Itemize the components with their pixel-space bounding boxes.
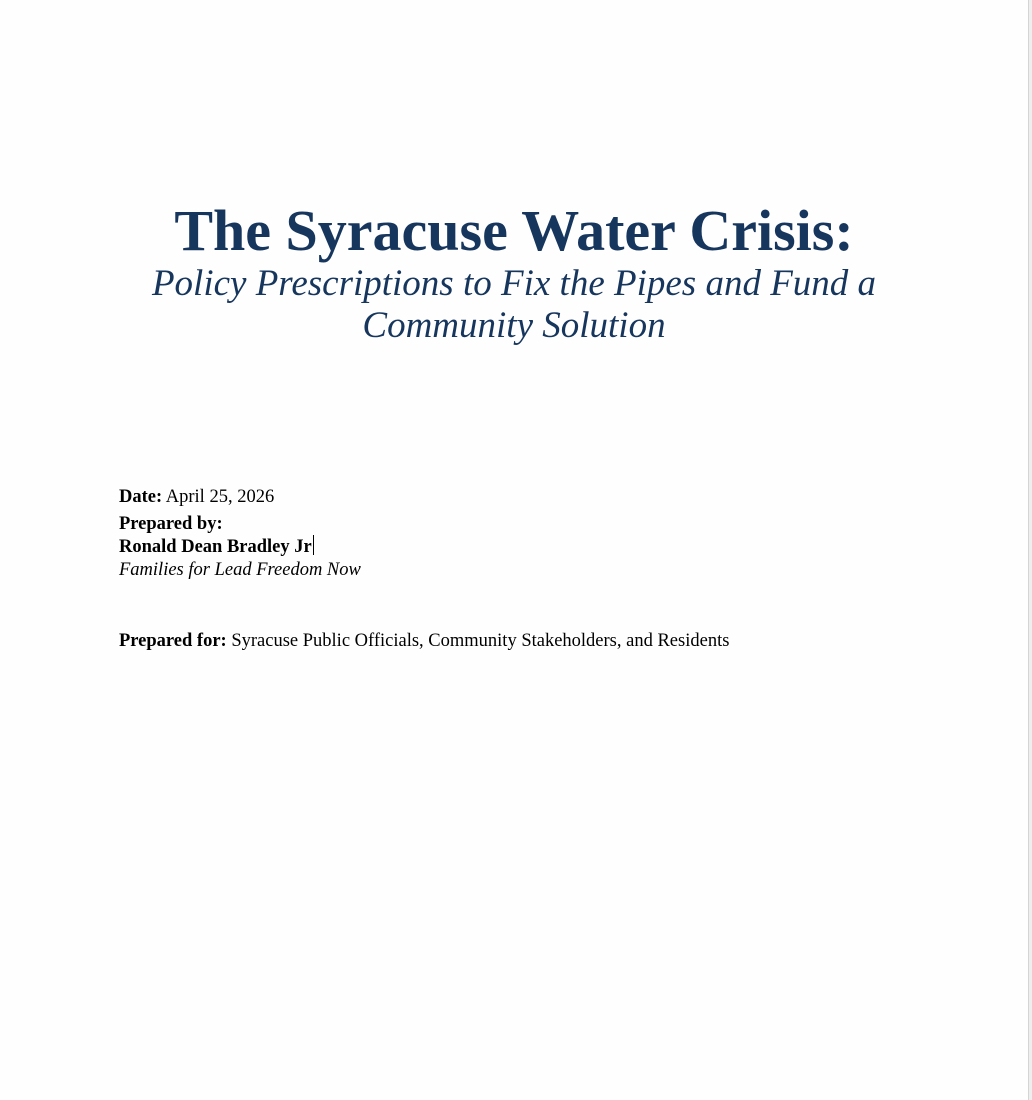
document-title: The Syracuse Water Crisis: (174, 198, 854, 263)
prepared-for-line (119, 629, 729, 653)
author-name: Ronald Dean Bradley Jr (119, 537, 312, 557)
document-subtitle: Policy Prescriptions to Fix the Pipes and Fund a Community Solution (151, 263, 877, 346)
author-line (119, 535, 314, 559)
date-line (119, 485, 274, 509)
organization-name: Families for Lead Freedom Now (119, 560, 361, 580)
prepared-by-label: Prepared by: (119, 514, 223, 534)
date-value: April 25, 2026 (165, 487, 275, 507)
text-cursor (313, 535, 314, 555)
prepared-for-value: Syracuse Public Officials, Community Stakeholders, and Residents (231, 631, 730, 651)
date-label: Date: (119, 487, 163, 507)
prepared-for-label: Prepared for: (119, 631, 227, 651)
